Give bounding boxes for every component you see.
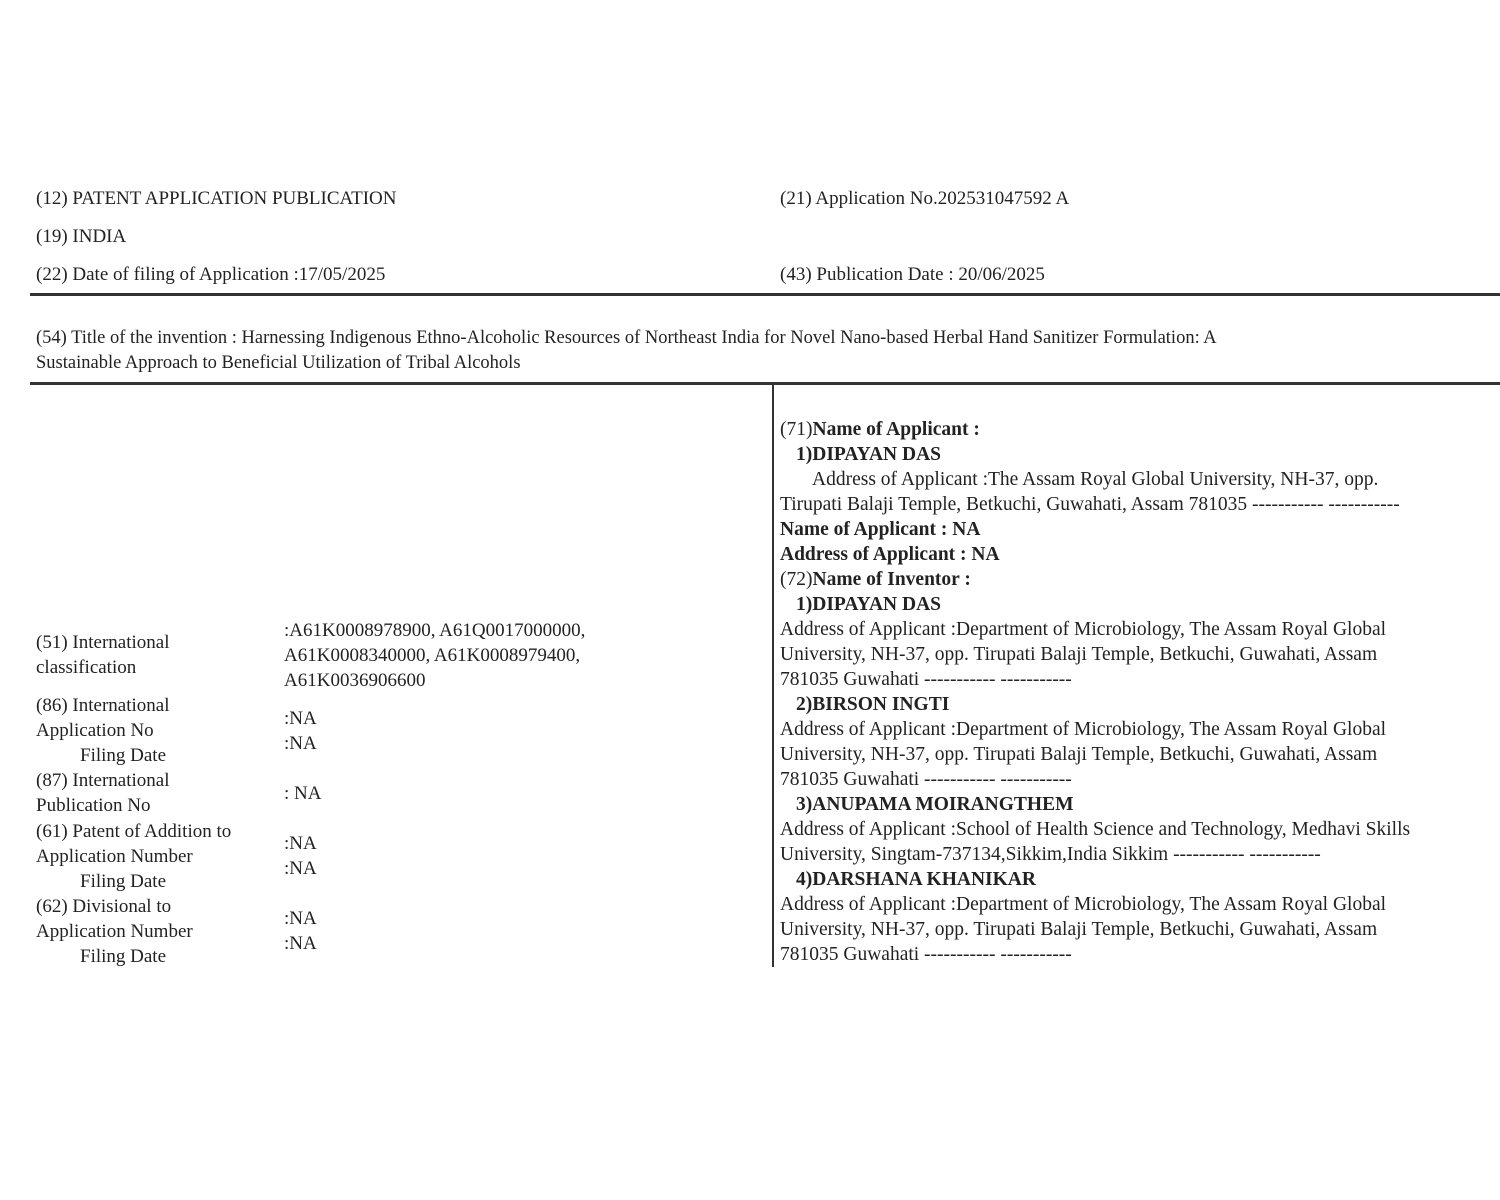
inventor-1-address-line-3: 781035 Guwahati ----------- -----------	[780, 669, 1072, 690]
inventor-4-address-line-3: 781035 Guwahati ----------- -----------	[780, 944, 1072, 965]
filing-date: (22) Date of filing of Application :17/05/2025	[36, 264, 386, 285]
inventor-2-address-line-1: Address of Applicant :Department of Microbiology, The Assam Royal Global	[780, 719, 1387, 740]
header-divider	[30, 293, 1500, 296]
inventor-4-address-line-1: Address of Applicant :Department of Microbiology, The Assam Royal Global	[780, 894, 1387, 915]
applicant-1-address-line-2: Tirupati Balaji Temple, Betkuchi, Guwahati, Assam 781035 ----------- -----------	[780, 494, 1400, 515]
field-51-label: (51) International classification	[36, 632, 170, 678]
field-86-label: (86) International Application No Filing Date	[36, 695, 170, 766]
applicant-na-address: Address of Applicant : NA	[780, 544, 1000, 565]
inventor-4-address-line-2: University, NH-37, opp. Tirupati Balaji Temple, Betkuchi, Guwahati, Assam	[780, 919, 1378, 940]
inventor-heading: (72)Name of Inventor :	[780, 569, 971, 590]
inventor-1-name: 1)DIPAYAN DAS	[796, 594, 942, 615]
field-62-value: :NA :NA	[284, 908, 317, 954]
applicant-na-name: Name of Applicant : NA	[780, 519, 981, 540]
invention-title-line-2: Sustainable Approach to Beneficial Utilization of Tribal Alcohols	[36, 353, 521, 373]
applicant-1-name: 1)DIPAYAN DAS	[796, 444, 942, 465]
applicant-inventor-section	[780, 417, 1410, 967]
invention-title-line-1: (54) Title of the invention : Harnessing Indigenous Ethno-Alcoholic Resources of Northeast India for Novel Nano-based Herbal Hand Sanitizer Formulation: A	[36, 328, 1217, 348]
inventor-1-address-line-1: Address of Applicant :Department of Microbiology, The Assam Royal Global	[780, 619, 1387, 640]
applicant-1-address-line-1: Address of Applicant :The Assam Royal Global University, NH-37, opp.	[812, 469, 1379, 490]
inventor-2-address-line-2: University, NH-37, opp. Tirupati Balaji Temple, Betkuchi, Guwahati, Assam	[780, 744, 1378, 765]
inventor-4-name: 4)DARSHANA KHANIKAR	[796, 869, 1036, 890]
field-51-value: :A61K0008978900, A61Q0017000000, A61K0008340000, A61K0008979400, A61K0036906600	[284, 620, 586, 691]
field-87-value: : NA	[284, 783, 322, 804]
application-number: (21) Application No.202531047592 A	[780, 188, 1070, 209]
inventor-3-address-line-1: Address of Applicant :School of Health Science and Technology, Medhavi Skills	[780, 819, 1411, 840]
title-divider	[30, 382, 1500, 385]
field-86-value: :NA :NA	[284, 708, 317, 754]
inventor-2-name: 2)BIRSON INGTI	[796, 694, 950, 715]
inventor-3-name: 3)ANUPAMA MOIRANGTHEM	[796, 794, 1074, 815]
field-87-label: (87) International Publication No	[36, 770, 170, 816]
inventor-2-address-line-3: 781035 Guwahati ----------- -----------	[780, 769, 1072, 790]
applicant-heading: (71)Name of Applicant :	[780, 419, 980, 440]
inventor-1-address-line-2: University, NH-37, opp. Tirupati Balaji Temple, Betkuchi, Guwahati, Assam	[780, 644, 1378, 665]
column-divider	[772, 385, 774, 967]
country: (19) INDIA	[36, 226, 127, 247]
field-61-value: :NA :NA	[284, 833, 317, 879]
inventor-3-address-line-2: University, Singtam-737134,Sikkim,India Sikkim ----------- -----------	[780, 844, 1321, 865]
publication-date: (43) Publication Date : 20/06/2025	[780, 264, 1045, 285]
field-61-label: (61) Patent of Addition to Application Number Filing Date	[36, 821, 232, 892]
field-62-label: (62) Divisional to Application Number Filing Date	[36, 896, 193, 967]
publication-type: (12) PATENT APPLICATION PUBLICATION	[36, 188, 397, 209]
